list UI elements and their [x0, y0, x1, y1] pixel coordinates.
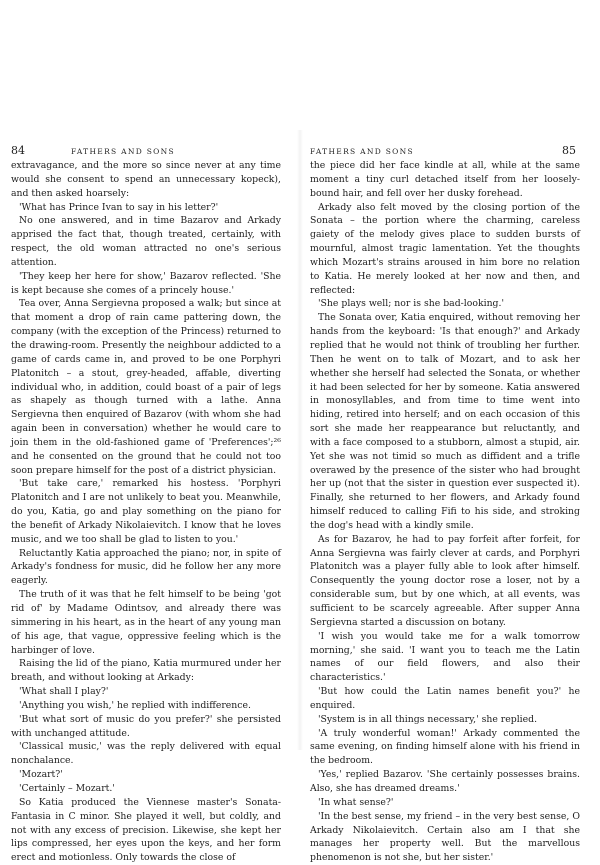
paragraph: 'I wish you would take me for a walk tomorrow morning,' she said. 'I want you to teach me the Latin names of our field flowers, and also their characteristics.' [310, 630, 580, 684]
paragraph: 'They keep her here for show,' Bazarov reflected. 'She is kept because she comes of a princely house.' [11, 270, 281, 296]
paragraph: 'Classical music,' was the reply delivered with equal nonchalance. [11, 741, 281, 767]
left-running-title: FATHERS AND SONS [71, 147, 175, 156]
paragraph: 'Mozart?' [19, 769, 63, 781]
right-running-title: FATHERS AND SONS [310, 147, 414, 156]
paragraph: 'What shall I play?' [19, 686, 109, 698]
right-text-block [310, 159, 580, 865]
paragraph: The Sonata over, Katia enquired, without removing her hands from the keyboard: 'Is that enough?' and Arkady replied that he would not think of troubling her further. Then he went on to talk of Mozart, and to ask her whether she herself had selected the Sonata, or whether it had been selected for her by someone. Katia answered in monosyllables, and from time to time went into hiding, retired into herself; and on each occasion of this sort she made her reappearance but reluctantly, and with a face composed to a stubborn, almost a stupid, air. Yet she was not timid so much as diffident and a trifle overawed by the presence of the sister who had brought her up (not that the sister in question ever suspected it). Finally, she returned to her flowers, and Arkady found himself reduced to calling Fifi to his side, and stroking the dog's head with a kindly smile. [310, 312, 580, 531]
paragraph: 'Yes,' replied Bazarov. 'She certainly possesses brains. Also, she has dreamed dreams.' [310, 769, 580, 794]
left-page-number: 84 [11, 144, 25, 157]
left-running-head [11, 144, 281, 157]
left-text-block [11, 159, 281, 865]
right-page-number: 85 [562, 144, 576, 157]
paragraph: Raising the lid of the piano, Katia murmured under her breath, and without looking at Arkady: [11, 658, 281, 684]
right-running-head [310, 144, 580, 157]
paragraph: 'What has Prince Ivan to say in his letter?' [19, 201, 219, 213]
paragraph: 'But what sort of music do you prefer?' she persisted with unchanged attitude. [11, 713, 281, 739]
paragraph: 'System is in all things necessary,' she replied. [318, 713, 538, 725]
paragraph: So Katia produced the Viennese master's Sonata-Fantasia in C minor. She played it well, but coldly, and not with any excess of precision. Likewise, she kept her lips compressed, her eyes upon the keys, and her form erect and motionless. Only towards the close of [11, 796, 281, 864]
paragraph: 'But take care,' remarked his hostess. 'Porphyri Platonitch and I are not unlikely to beat you. Meanwhile, do you, Katia, go and play something on the piano for the benefit of Arkady Nikolaievitch. I know that he loves music, and we too shall be glad to listen to you.' [11, 478, 281, 545]
paragraph: the piece did her face kindle at all, while at the same moment a tiny curl detached itself from her loosely-bound hair, and fell over her dusky forehead. [310, 160, 580, 199]
paragraph: 'Anything you wish,' he replied with indifference. [19, 699, 251, 711]
paragraph: 'A truly wonderful woman!' Arkady commented the same evening, on finding himself alone with his friend in the bedroom. [310, 727, 580, 767]
paragraph: 'Certainly – Mozart.' [19, 782, 115, 794]
paragraph: Arkady also felt moved by the closing portion of the Sonata – the portion where the charming, careless gaiety of the melody gives place to sudden bursts of mournful, almost tragic lamentation. Yet the thoughts which Mozart's strains aroused in him bore no relation to Katia. He merely looked at her now and then, and reflected: [310, 201, 580, 296]
paragraph: 'But how could the Latin names benefit you?' he enquired. [310, 686, 580, 711]
right-page [310, 144, 580, 865]
book-gutter [297, 130, 303, 750]
paragraph: No one answered, and in time Bazarov and Arkady apprised the fact that, though treated, certainly, with respect, the old woman attracted no one's serious attention. [11, 215, 281, 268]
paragraph: Tea over, Anna Sergievna proposed a walk; but since at that moment a drop of rain came pattering down, the company (with the exception of the Princess) returned to the drawing-room. Presently the neighbour addicted to a game of cards came in, and proved to be one Porphyri Platonitch – a stout, grey-headed, affable, diverting individual who, in addition, could boast of a pair of legs as shapely as though turned with a lathe. Anna Sergievna then enquired of Bazarov (with whom she had again been in conversation) whether he would care to join them in the old-fashioned game of 'Preferences';²⁶ and he consented on the ground that he could not too soon prepare himself for the post of a district physician. [11, 298, 281, 476]
paragraph: 'She plays well; nor is she bad-looking.' [318, 298, 505, 310]
paragraph: The truth of it was that he felt himself to be being 'got rid of' by Madame Odintsov, and already there was simmering in his heart, as in the heart of any young man of his age, that vague, oppressive feeling which is the harbinger of love. [11, 589, 281, 656]
left-page [11, 144, 281, 865]
paragraph: 'In the best sense, my friend – in the very best sense, O Arkady Nikolaievitch. Certain also am I that she manages her property well. But the marvellous phenomenon is not she, but her sister.' [310, 810, 580, 864]
paragraph: 'In what sense?' [318, 796, 394, 808]
paragraph: extravagance, and the more so since never at any time would she consent to spend an unnecessary kopeck), and then asked hoarsely: [11, 160, 281, 199]
paragraph: As for Bazarov, he had to pay forfeit after forfeit, for Anna Sergievna was fairly clever at cards, and Porphyri Platonitch was a player fully able to look after himself. Consequently the young doctor rose a loser, not by a considerable sum, but by one which, at all events, was sufficient to be scarcely agreeable. After supper Anna Sergievna started a discussion on botany. [310, 533, 580, 628]
paragraph: Reluctantly Katia approached the piano; nor, in spite of Arkady's fondness for music, did he follow her any more eagerly. [11, 547, 281, 587]
